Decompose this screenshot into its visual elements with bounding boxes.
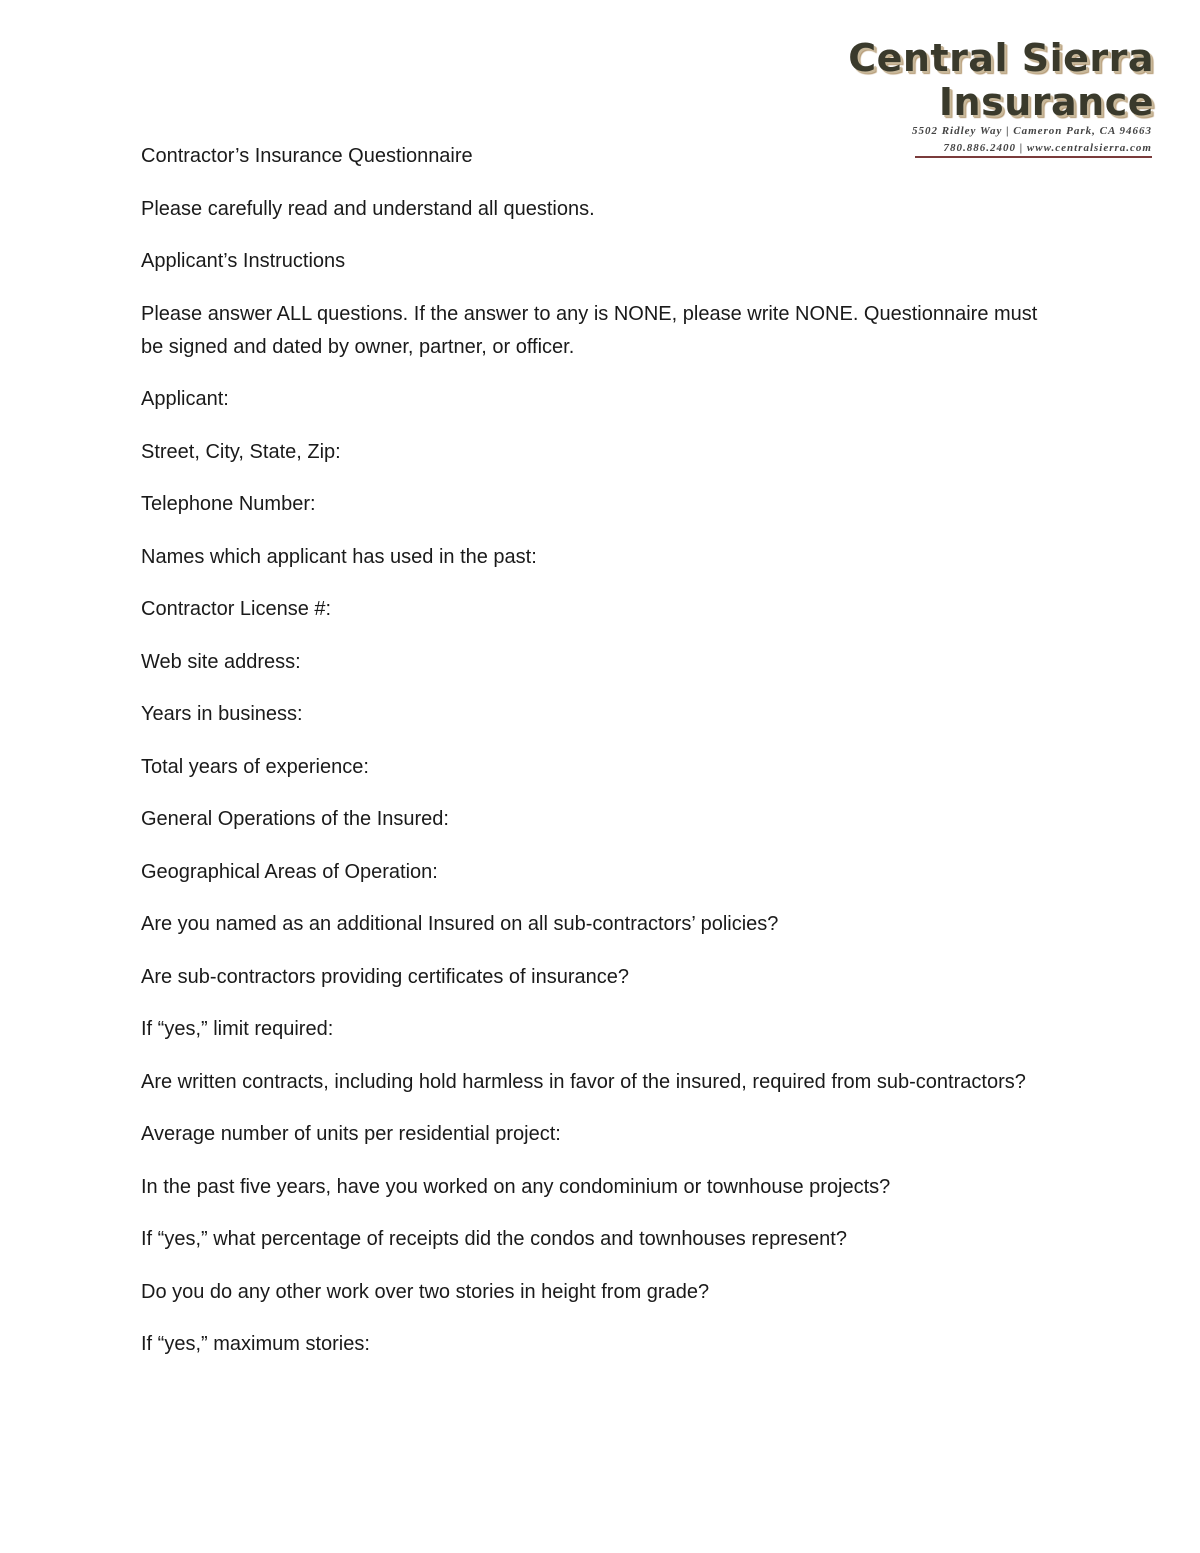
question-license: Contractor License #: (141, 598, 332, 620)
question-applicant: Applicant: (141, 388, 229, 410)
question-condo-projects: In the past five years, have you worked on any condominium or townhouse projects? (141, 1175, 891, 1198)
question-condo-percentage: If “yes,” what percentage of receipts did the condos and townhouses represent? (141, 1228, 847, 1250)
question-certificates: Are sub-contractors providing certificates of insurance? (141, 965, 630, 988)
question-years-in-business: Years in business: (141, 703, 303, 725)
company-address: 5502 Ridley Way | Cameron Park, CA 94663 (911, 125, 1152, 137)
question-telephone: Telephone Number: (141, 493, 316, 515)
company-contact: 780.886.2400 | www.centralsierra.com (915, 141, 1152, 158)
question-limit-required: If “yes,” limit required: (141, 1018, 334, 1040)
question-past-names: Names which applicant has used in the past: (141, 545, 537, 568)
question-experience: Total years of experience: (141, 755, 369, 778)
questionnaire-body (141, 140, 1061, 1381)
question-geographical-areas: Geographical Areas of Operation: (141, 860, 438, 883)
question-website: Web site address: (141, 650, 301, 673)
question-additional-insured: Are you named as an additional Insured on all sub-contractors’ policies? (141, 913, 779, 935)
instructions-heading: Applicant’s Instructions (141, 250, 346, 272)
document-title: Contractor’s Insurance Questionnaire (141, 145, 473, 167)
company-logo: Central Sierra Insurance (848, 36, 1154, 124)
question-general-operations: General Operations of the Insured: (141, 808, 449, 830)
question-units-per-project: Average number of units per residential project: (141, 1123, 561, 1145)
intro-text: Please carefully read and understand all questions. (141, 197, 595, 220)
question-address: Street, City, State, Zip: (141, 440, 341, 463)
question-two-stories: Do you do any other work over two stories in height from grade? (141, 1280, 710, 1303)
question-maximum-stories: If “yes,” maximum stories: (141, 1333, 370, 1355)
question-written-contracts: Are written contracts, including hold harmless in favor of the insured, required from sub-contractors? (141, 1070, 1026, 1093)
instructions-text: Please answer ALL questions. If the answer to any is NONE, please write NONE. Questionnaire must be signed and dated by owner, partner, or officer. (141, 302, 1038, 358)
